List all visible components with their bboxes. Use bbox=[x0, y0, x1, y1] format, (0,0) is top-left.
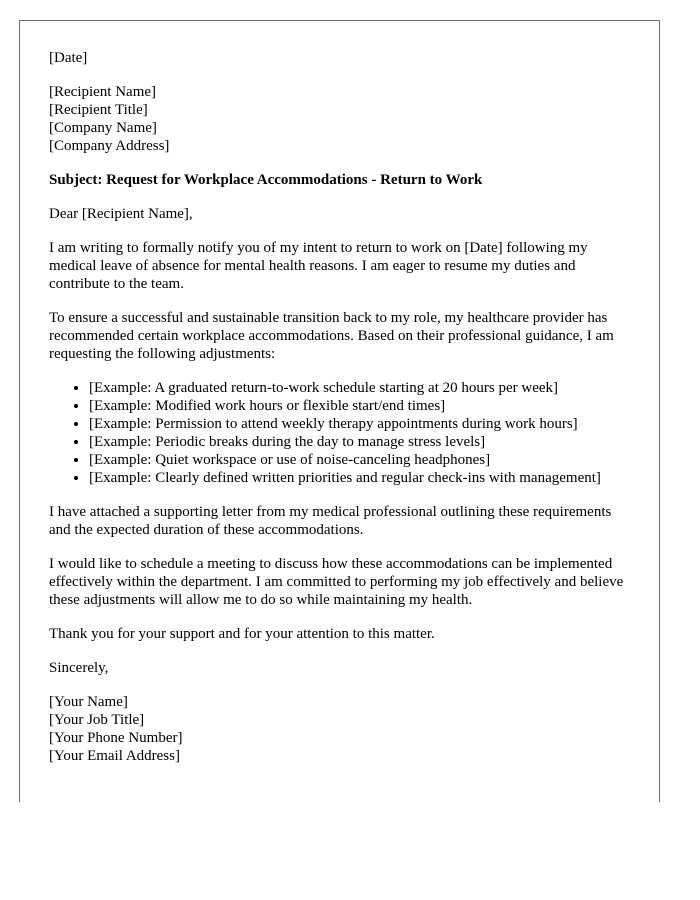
recipient-company: [Company Name] bbox=[49, 120, 157, 136]
body-paragraph-attachment: I have attached a supporting letter from my medical professional outlining these requirements and the expected duration of these accommodations. bbox=[49, 504, 612, 538]
recipient-name: [Recipient Name] bbox=[49, 84, 157, 100]
adjustment-item: • [Example: Permission to attend weekly therapy appointments during work hours] bbox=[89, 415, 630, 433]
body-paragraph-meeting: I would like to schedule a meeting to discuss how these accommodations can be implemented effectively within the department. I am committed to performing my job effectively and believe these adjustments will allow me to do so while maintaining my health. bbox=[49, 556, 624, 608]
letter-page bbox=[19, 20, 660, 802]
adjustment-item: • [Example: Modified work hours or flexible start/end times] bbox=[89, 397, 630, 415]
adjustments-list bbox=[49, 379, 630, 487]
sender-job-title: [Your Job Title] bbox=[49, 712, 145, 728]
letter-subject: Subject: Request for Workplace Accommodations - Return to Work bbox=[49, 172, 483, 188]
sender-name: [Your Name] bbox=[49, 694, 128, 710]
letter-signoff: Sincerely, bbox=[49, 660, 109, 676]
sender-signature-block bbox=[49, 693, 630, 765]
body-paragraph-thanks: Thank you for your support and for your attention to this matter. bbox=[49, 626, 435, 642]
letter-date: [Date] bbox=[49, 50, 88, 66]
adjustment-item: • [Example: Periodic breaks during the day to manage stress levels] bbox=[89, 433, 630, 451]
body-paragraph-accommodations: To ensure a successful and sustainable transition back to my role, my healthcare provider has recommended certain workplace accommodations. Based on their professional guidance, I am requesting the following adjustments: bbox=[49, 310, 614, 362]
adjustment-item: • [Example: A graduated return-to-work schedule starting at 20 hours per week] bbox=[89, 379, 630, 397]
sender-phone: [Your Phone Number] bbox=[49, 730, 183, 746]
recipient-company-address: [Company Address] bbox=[49, 138, 170, 154]
adjustment-item: • [Example: Quiet workspace or use of noise-canceling headphones] bbox=[89, 451, 630, 469]
letter-salutation: Dear [Recipient Name], bbox=[49, 206, 193, 222]
recipient-title: [Recipient Title] bbox=[49, 102, 148, 118]
recipient-address-block bbox=[49, 83, 630, 155]
sender-email: [Your Email Address] bbox=[49, 748, 180, 764]
adjustment-item: • [Example: Clearly defined written priorities and regular check-ins with management] bbox=[89, 469, 630, 487]
body-paragraph-intent: I am writing to formally notify you of my intent to return to work on [Date] following my medical leave of absence for mental health reasons. I am eager to resume my duties and contribute to the team. bbox=[49, 240, 588, 292]
